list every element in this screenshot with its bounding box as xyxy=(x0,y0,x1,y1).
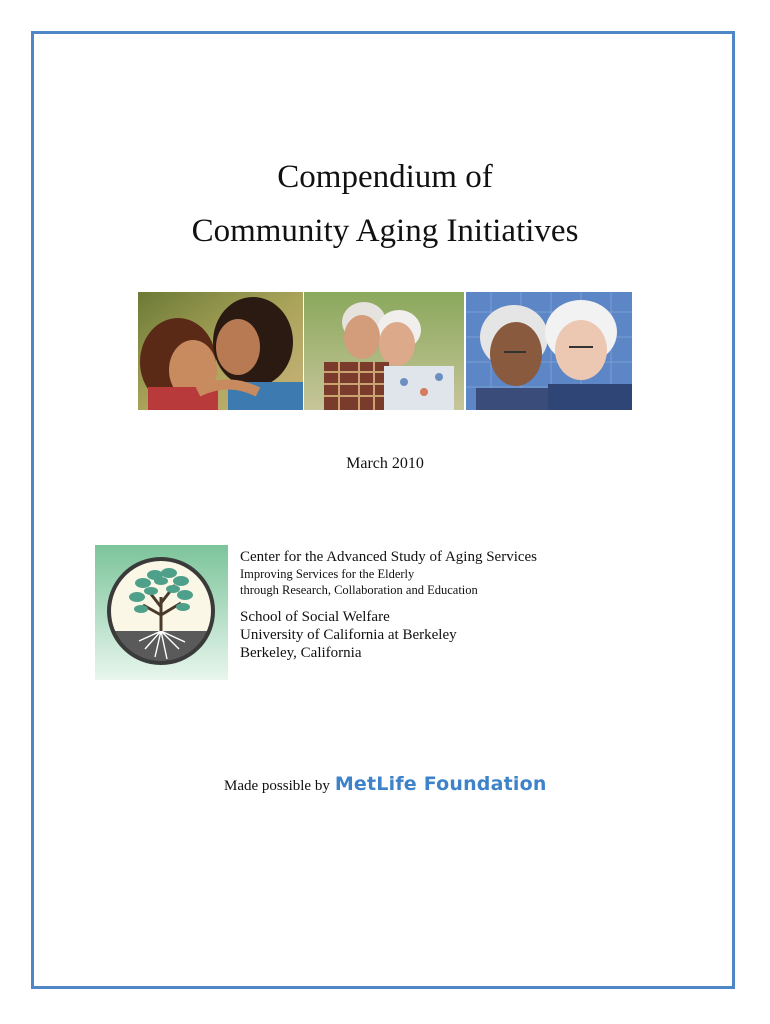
photo-older-women xyxy=(466,292,632,410)
photo-women-hugging xyxy=(138,292,303,410)
tagline-line-2: through Research, Collaboration and Education xyxy=(240,583,478,597)
document-title xyxy=(0,150,770,258)
school-name: School of Social Welfare xyxy=(240,609,390,625)
organization-block xyxy=(240,548,537,662)
title-line-1: Compendium of xyxy=(277,159,493,195)
university-name: University of California at Berkeley xyxy=(240,627,457,643)
sponsor-prefix: Made possible by xyxy=(224,778,330,794)
sponsor-line xyxy=(224,773,547,795)
location: Berkeley, California xyxy=(240,645,362,661)
center-logo xyxy=(95,545,228,680)
publication-date: March 2010 xyxy=(346,455,424,472)
tagline-line-1: Improving Services for the Elderly xyxy=(240,567,415,581)
title-line-2: Community Aging Initiatives xyxy=(191,213,579,249)
metlife-foundation-logo: MetLife Foundation xyxy=(334,773,547,795)
center-name: Center for the Advanced Study of Aging Services xyxy=(240,549,538,565)
photo-elderly-couple xyxy=(304,292,464,410)
